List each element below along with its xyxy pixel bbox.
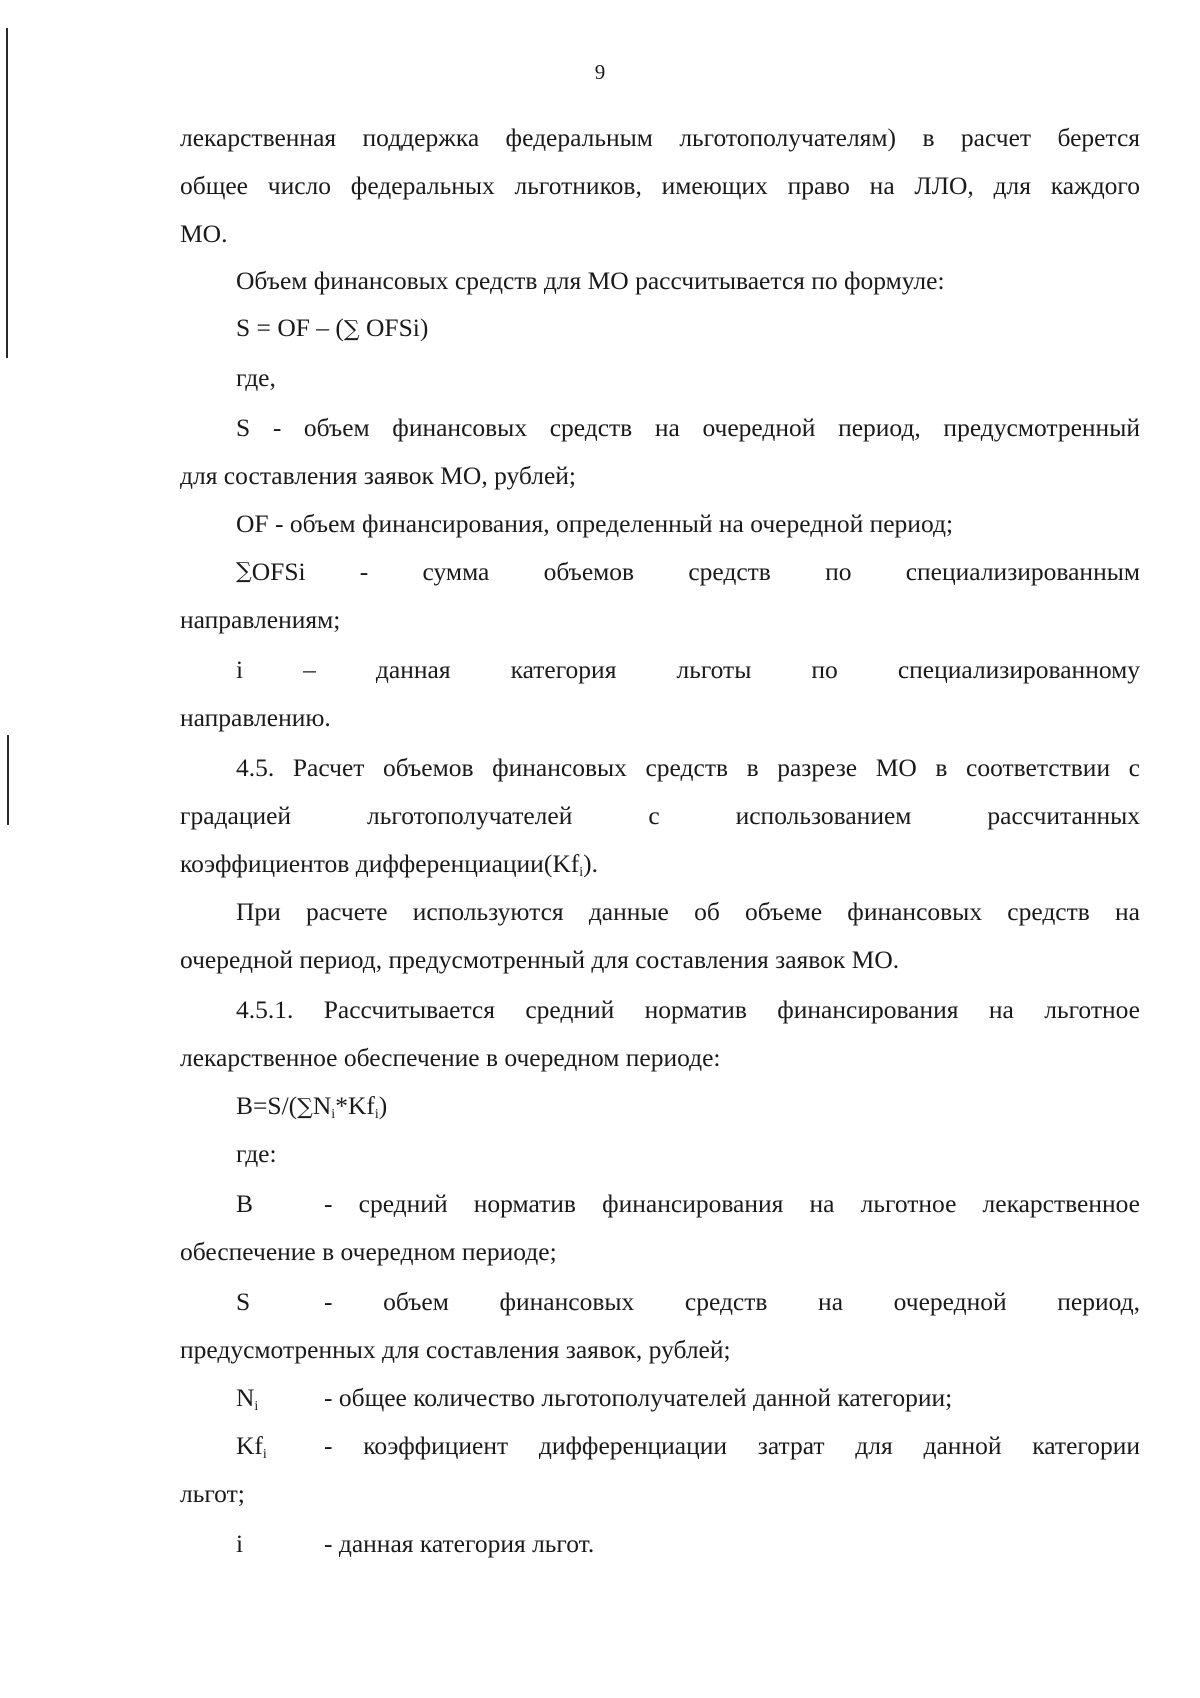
where-label: где, — [236, 363, 276, 392]
formula-part: OFSi) — [359, 313, 429, 342]
definition-line: предусмотренных для составления заявок, рублей; — [180, 1335, 731, 1364]
paragraph-line: Объем финансовых средств для МО рассчитывается по формуле: — [236, 266, 945, 295]
formula-part: B=S/( — [236, 1091, 298, 1120]
paragraph-line: общее число федеральных льготников, имеющих право на ЛЛО, для каждого — [180, 171, 1140, 200]
definition-line: S - объем финансовых средств на очередной период, предусмотренный — [236, 413, 1140, 442]
subscript: i — [331, 1107, 336, 1122]
definition-row — [236, 1528, 1140, 1560]
formula-norm — [236, 1090, 1140, 1122]
symbol — [236, 1430, 267, 1462]
paragraph-line: МО. — [180, 219, 228, 248]
paragraph-line: градацией льготополучателей с использованием рассчитанных — [180, 801, 1140, 830]
formula-part: *Kf — [335, 1091, 375, 1120]
definition-line: льгот; — [180, 1479, 245, 1508]
section-heading-4-5-1: 4.5.1. Рассчитывается средний норматив финансирования на льготное — [236, 995, 1140, 1024]
definition-line: направлениям; — [180, 605, 341, 634]
paragraph-line: лекарственная поддержка федеральным льготополучателям) в расчет берется — [180, 123, 1140, 152]
definition-text: - средний норматив финансирования на льготное лекарственное — [324, 1189, 1140, 1218]
formula-total — [236, 312, 1140, 344]
paragraph-line: При расчете используются данные об объеме финансовых средств на — [236, 897, 1140, 926]
sigma-symbol: ∑ — [343, 317, 360, 342]
subscript: i — [374, 1107, 379, 1122]
symbol: i — [236, 1529, 244, 1558]
definition-text: OFSi - сумма объемов средств по специализированным — [251, 557, 1140, 586]
symbol: B — [236, 1189, 254, 1218]
paragraph-line: лекарственное обеспечение в очередном периоде: — [180, 1043, 721, 1072]
text-part: ). — [583, 849, 598, 878]
definition-text: - объем финансовых средств на очередной период, — [324, 1287, 1140, 1316]
definition-line: направлению. — [180, 703, 331, 732]
definition-line: обеспечение в очередном периоде; — [180, 1237, 557, 1266]
sigma-symbol: ∑ — [297, 1095, 313, 1120]
definition-line: для составления заявок МО, рублей; — [180, 461, 577, 490]
symbol: S — [236, 1287, 251, 1316]
symbol-text: Kf — [236, 1431, 263, 1460]
definition-line: i – данная категория льготы по специализированному — [236, 655, 1140, 684]
formula-part: S = OF – ( — [236, 313, 344, 342]
sigma-symbol: ∑ — [236, 559, 252, 584]
definition-row — [236, 1430, 1140, 1462]
text-part: коэффициентов дифференциации(Kf — [180, 849, 580, 878]
paragraph-line: очередной период, предусмотренный для составления заявок МО. — [180, 945, 900, 974]
definition-line — [236, 556, 1140, 588]
definition-text: - коэффициент дифференциации затрат для данной категории — [324, 1431, 1140, 1460]
definition-row — [236, 1382, 1140, 1414]
subscript: i — [579, 865, 584, 880]
symbol-text: N — [236, 1383, 255, 1412]
definition-row — [236, 1286, 1140, 1318]
definition-text: - общее количество льготополучателей данной категории; — [324, 1383, 953, 1412]
paragraph-line — [180, 848, 1140, 880]
definition-row — [236, 1188, 1140, 1220]
where-label: где: — [236, 1139, 277, 1168]
scan-edge-mark — [7, 735, 9, 825]
formula-part: ) — [378, 1091, 388, 1120]
formula-part: N — [312, 1091, 332, 1120]
symbol — [236, 1382, 258, 1414]
definition-text: - данная категория льгот. — [324, 1529, 595, 1558]
page-number: 9 — [594, 60, 606, 84]
section-heading-4-5: 4.5. Расчет объемов финансовых средств в разрезе МО в соответствии с — [236, 753, 1140, 782]
definition-line: OF - объем финансирования, определенный на очередной период; — [236, 509, 954, 538]
subscript: i — [262, 1447, 267, 1462]
subscript: i — [254, 1399, 259, 1414]
